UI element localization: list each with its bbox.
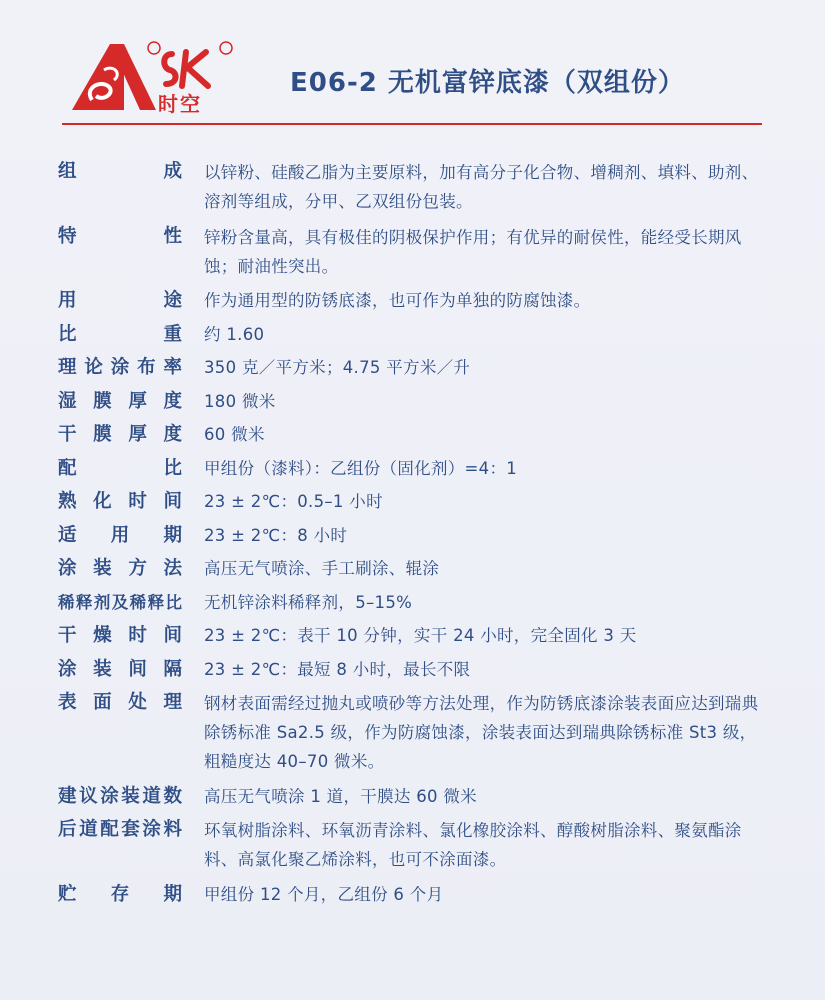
spec-row-topcoats: [58, 816, 778, 874]
spec-value: 甲组份 12 个月，乙组份 6 个月: [204, 884, 444, 904]
spec-label: 用途: [58, 290, 182, 311]
spec-label: 建议涂装道数: [58, 785, 182, 807]
spec-value: 约 1.60: [204, 324, 265, 344]
spec-label: 适用期: [58, 524, 182, 546]
spec-value: 环氧树脂涂料、环氧沥青涂料、氯化橡胶涂料、醇酸树脂涂料、聚氨酯涂料、高氯化聚乙烯涂料，也可不涂面漆。: [204, 821, 742, 869]
spec-value: 180 微米: [204, 391, 276, 411]
spec-label: 涂装间隔: [58, 658, 182, 680]
spec-value: 350 克／平方米；4.75 平方米／升: [204, 358, 471, 377]
spec-value: 23 ± 2℃：表干 10 分钟，实干 24 小时，完全固化 3 天: [204, 626, 637, 645]
spec-label: 表面处理: [58, 692, 182, 713]
spec-row-properties: [58, 223, 778, 281]
spec-value: 高压无气喷涂、手工刷涂、辊涂: [204, 559, 440, 578]
spec-label: 特性: [58, 225, 182, 247]
spec-label: 比重: [58, 323, 182, 345]
spec-label: 后道配套涂料: [58, 819, 182, 840]
brand-logo: [70, 40, 240, 120]
spec-value: 23 ± 2℃：8 小时: [204, 525, 348, 545]
spec-label: 贮存期: [58, 883, 182, 905]
spec-row-application: [58, 555, 778, 582]
spec-value: 23 ± 2℃：0.5–1 小时: [204, 492, 383, 511]
spec-row-coats: [58, 783, 778, 810]
spec-row-dry-film: [58, 421, 778, 448]
spec-value: 作为通用型的防锈底漆，也可作为单独的防腐蚀漆。: [204, 291, 591, 310]
spec-value: 无机锌涂料稀释剂，5–15%: [204, 592, 413, 612]
spec-row-mix-ratio: [58, 455, 778, 482]
spec-row-usage: [58, 287, 778, 314]
spec-label: 涂装方法: [58, 558, 182, 579]
spec-label: 稀释剂及稀释比: [58, 592, 182, 612]
spec-label: 理论涂布率: [58, 357, 182, 378]
spec-value: 以锌粉、硅酸乙脂为主要原料，加有高分子化合物、增稠剂、填料、助剂、溶剂等组成，分甲、乙双组份包装。: [204, 163, 759, 211]
spec-row-shelf-life: [58, 881, 778, 908]
page-title: E06-2 无机富锌底漆（双组份）: [290, 68, 685, 98]
spec-row-composition: [58, 158, 778, 216]
spec-value: 60 微米: [204, 425, 265, 444]
spec-value: 甲组份（漆料）：乙组份（固化剂）=4：1: [204, 458, 518, 478]
spec-label: 熟化时间: [58, 491, 182, 512]
spec-label: 组成: [58, 161, 182, 182]
spec-row-recoat: [58, 656, 778, 683]
spec-list: [58, 158, 778, 914]
spec-value: 锌粉含量高，具有极佳的阴极保护作用；有优异的耐侯性，能经受长期风蚀；耐油性突出。: [204, 227, 742, 276]
spec-row-pot-life: [58, 522, 778, 549]
logo-text: 时空: [158, 92, 202, 116]
spec-label: 干燥时间: [58, 625, 182, 646]
spec-label: 干膜厚度: [58, 424, 182, 445]
spec-row-density: [58, 321, 778, 348]
spec-row-wet-film: [58, 388, 778, 415]
logo-mark-icon: [70, 40, 240, 120]
spec-row-drying: [58, 622, 778, 649]
spec-value: 高压无气喷涂 1 道，干膜达 60 微米: [204, 786, 477, 806]
spec-label: 湿膜厚度: [58, 390, 182, 412]
spec-value: 23 ± 2℃：最短 8 小时，最长不限: [204, 659, 471, 679]
spec-label: 配比: [58, 457, 182, 479]
header-divider: [62, 123, 762, 125]
spec-row-induction: [58, 488, 778, 515]
spec-row-coverage: [58, 354, 778, 381]
spec-value: 钢材表面需经过抛丸或喷砂等方法处理，作为防锈底漆涂装表面应达到瑞典除锈标准 Sa2.5 级，作为防腐蚀漆，涂装表面达到瑞典除锈标准 St3 级，粗糙度达 40–70 微米。: [204, 694, 759, 771]
spec-row-thinner: [58, 589, 778, 616]
spec-row-surface-prep: [58, 689, 778, 776]
